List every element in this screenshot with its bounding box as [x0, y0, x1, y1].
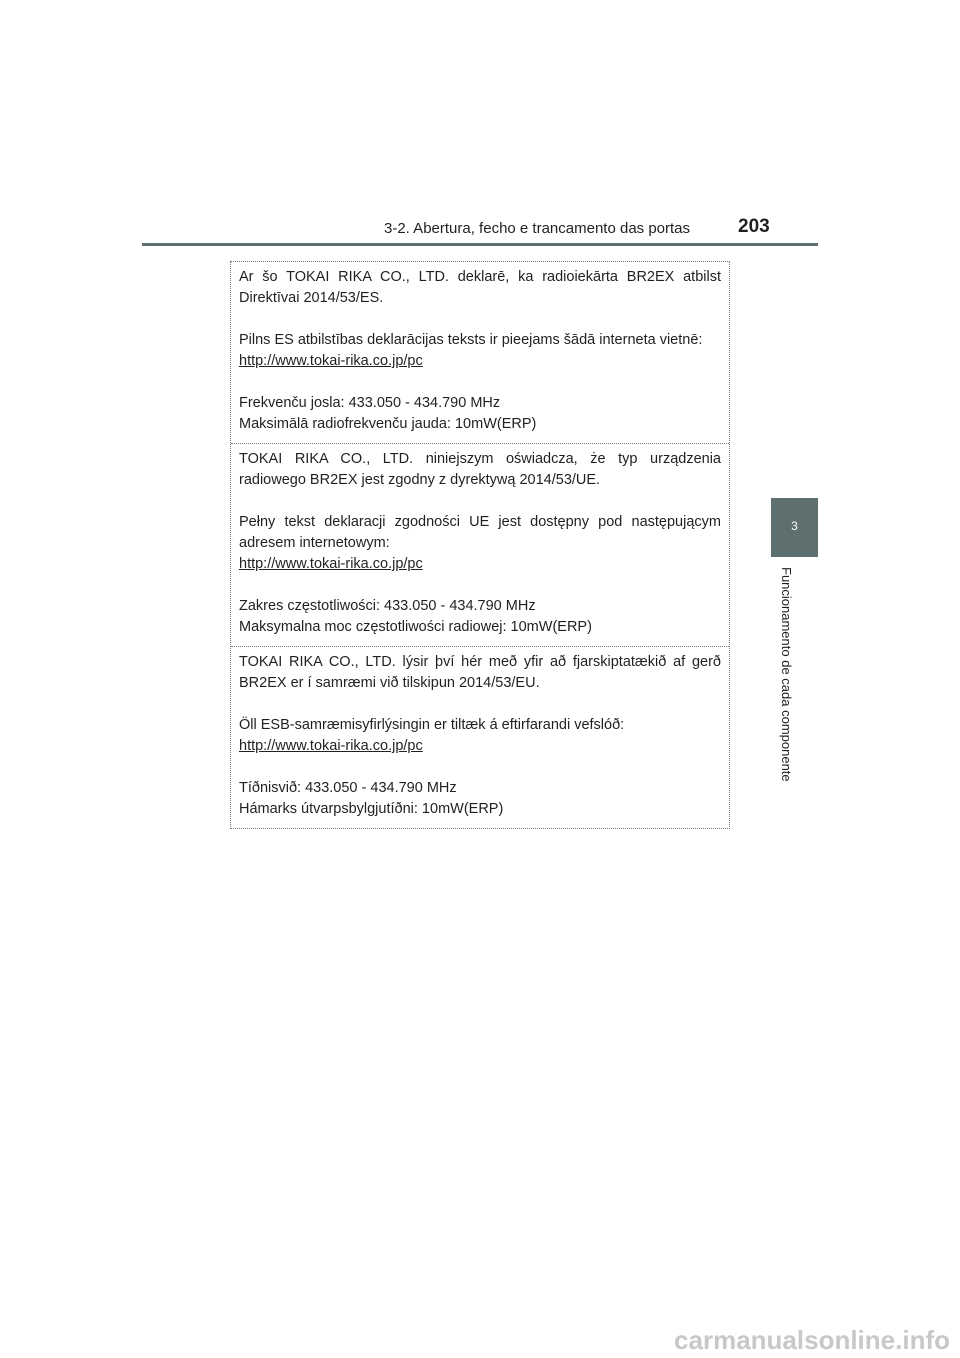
- declaration-icelandic: [231, 647, 729, 828]
- declarations-box: [230, 261, 730, 829]
- header-rule: [142, 243, 818, 246]
- full-text-note: Pełny tekst deklaracji zgodności UE jest dostępny pod następującym adresem internetowym:: [239, 514, 721, 551]
- declaration-link[interactable]: http://www.tokai-rika.co.jp/pc: [239, 556, 423, 572]
- watermark: carmanualsonline.info: [674, 1325, 950, 1355]
- declaration-link[interactable]: http://www.tokai-rika.co.jp/pc: [239, 738, 423, 754]
- page-number: 203: [738, 216, 770, 237]
- declaration-polish: [231, 444, 729, 647]
- chapter-number: 3: [791, 519, 798, 533]
- frequency-band: Zakres częstotliwości: 433.050 - 434.790 MHz: [239, 598, 536, 614]
- full-text-note: Pilns ES atbilstības deklarācijas teksts ir pieejams šādā interneta vietnē:: [239, 332, 703, 348]
- section-title: 3-2. Abertura, fecho e trancamento das portas: [384, 220, 691, 237]
- declaration-text: TOKAI RIKA CO., LTD. lýsir því hér með yfir að fjarskiptatækið af gerð BR2EX er í samræmi við tilskipun 2014/53/EU.: [239, 654, 721, 691]
- declaration-text: Ar šo TOKAI RIKA CO., LTD. deklarē, ka radioiekārta BR2EX atbilst Direktīvai 2014/53/ES.: [239, 269, 721, 306]
- frequency-band: Frekvenču josla: 433.050 - 434.790 MHz: [239, 395, 501, 411]
- max-power: Maksymalna moc częstotliwości radiowej: 10mW(ERP): [239, 619, 592, 635]
- declaration-latvian: [231, 262, 729, 444]
- full-text-note: Öll ESB-samræmisyfirlýsingin er tiltæk á eftirfarandi vefslóð:: [239, 717, 625, 733]
- chapter-title: Funcionamento de cada componente: [779, 567, 794, 782]
- chapter-tab: [771, 498, 818, 557]
- declaration-text: TOKAI RIKA CO., LTD. niniejszym oświadcza, że typ urządzenia radiowego BR2EX jest zgodny z dyrektywą 2014/53/UE.: [239, 451, 721, 488]
- frequency-band: Tíðnisvið: 433.050 - 434.790 MHz: [239, 780, 457, 796]
- declaration-link[interactable]: http://www.tokai-rika.co.jp/pc: [239, 353, 423, 369]
- max-power: Maksimālā radiofrekvenču jauda: 10mW(ERP): [239, 416, 537, 432]
- max-power: Hámarks útvarpsbylgjutíðni: 10mW(ERP): [239, 801, 504, 817]
